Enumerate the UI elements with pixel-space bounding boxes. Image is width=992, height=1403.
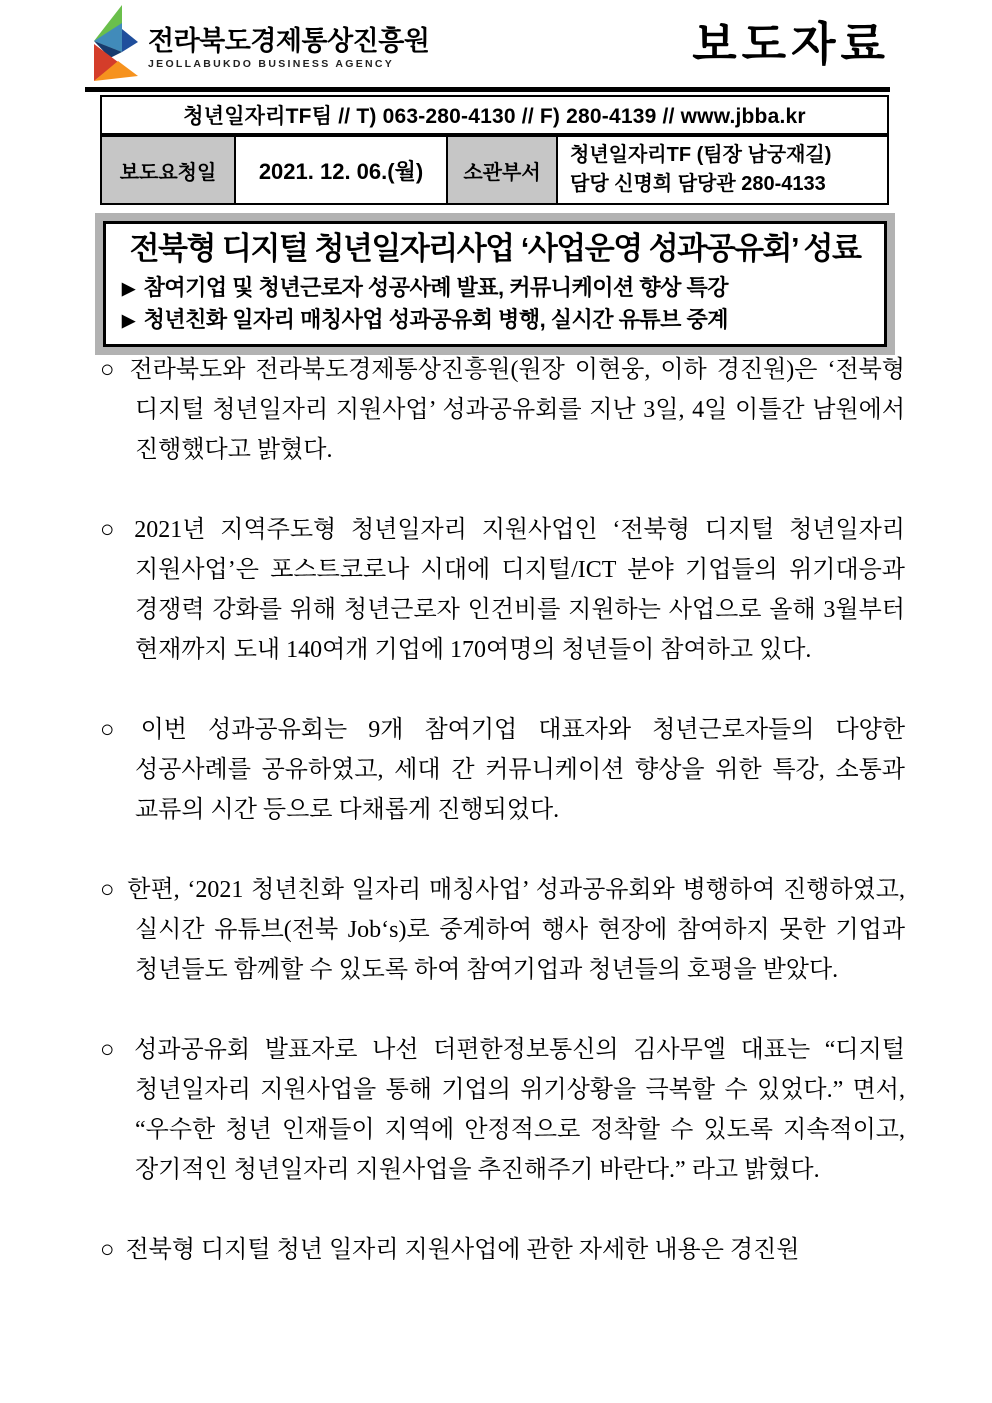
contact-info-bar [100, 95, 889, 135]
header-divider [85, 87, 890, 92]
headline-box [95, 213, 895, 355]
agency-logo-icon [88, 4, 142, 84]
circle-bullet-icon: ○ [100, 517, 124, 543]
agency-name-block [148, 4, 429, 71]
headline-title: 전북형 디지털 청년일자리사업 ‘사업운영 성과공유회’ 성료 [129, 231, 861, 266]
agency-brand [88, 4, 429, 84]
body-paragraph-3 [100, 710, 905, 830]
request-date-label: 보도요청일 [102, 137, 234, 203]
body-paragraph-5-text: 성과공유회 발표자로 나선 더편한정보통신의 김사무엘 대표는 “디지털 청년일자리 지원사업을 통해 기업의 위기상황을 극복할 수 있었다.” 면서, “우수한 청년 인재들이 지역에 안정적으로 정착할 수 있도록 지속적이고, 장기적인 청년일자리 지원사업을 추진해주기 바란다.” 라고 밝혔다. [134, 1037, 905, 1183]
headline-bullet-1-text: 참여기업 및 청년근로자 성공사례 발표, 커뮤니케이션 향상 특강 [143, 275, 729, 300]
department-line-2: 담당 신명희 담당관 280-4133 [570, 173, 826, 195]
triangle-bullet-icon: ▶ [122, 311, 135, 330]
department-line-1: 청년일자리TF (팀장 남궁재길) [570, 144, 832, 166]
press-info-table [100, 135, 889, 205]
body-paragraph-2 [100, 510, 905, 670]
circle-bullet-icon: ○ [100, 877, 117, 903]
agency-name-english: JEOLLABUKDO BUSINESS AGENCY [148, 58, 395, 70]
contact-info-text: 청년일자리TF팀 // T) 063-280-4130 // F) 280-4139 // www.jbba.kr [183, 105, 806, 128]
headline-box-inner [103, 221, 887, 347]
body-paragraph-1-text: 전라북도와 전라북도경제통상진흥원(원장 이현웅, 이하 경진원)은 ‘전북형 디지털 청년일자리 지원사업’ 성과공유회를 지난 3일, 4일 이틀간 남원에서 진행했다고 밝혔다. [129, 357, 905, 463]
body-paragraph-1 [100, 350, 905, 470]
circle-bullet-icon: ○ [100, 717, 130, 743]
body-paragraph-3-text: 이번 성과공유회는 9개 참여기업 대표자와 청년근로자들의 다양한 성공사례를 공유하였고, 세대 간 커뮤니케이션 향상을 위한 특강, 소통과 교류의 시간 등으로 다채롭게 진행되었다. [135, 717, 905, 823]
department-value [556, 137, 887, 203]
body-paragraph-2-text: 2021년 지역주도형 청년일자리 지원사업인 ‘전북형 디지털 청년일자리 지원사업’은 포스트코로나 시대에 디지털/ICT 분야 기업들의 위기대응과 경쟁력 강화를 위해 청년근로자 인건비를 지원하는 사업으로 올해 3월부터 현재까지 도내 140여개 기업에 170여명의 청년들이 참여하고 있다. [134, 517, 905, 663]
body-paragraph-6-text: 전북형 디지털 청년 일자리 지원사업에 관한 자세한 내용은 경진원 [125, 1237, 800, 1263]
body-paragraph-4-text: 한편, ‘2021 청년친화 일자리 매칭사업’ 성과공유회와 병행하여 진행하였고, 실시간 유튜브(전북 Job‘s)로 중계하여 행사 현장에 참여하지 못한 기업과 청년들도 함께할 수 있도록 하여 참여기업과 청년들의 호평을 받았다. [127, 877, 905, 983]
headline-bullet-2 [116, 304, 874, 336]
body-paragraph-6 [100, 1230, 905, 1270]
body-paragraph-4 [100, 870, 905, 990]
headline-bullet-1 [116, 272, 874, 304]
headline-bullet-2-text: 청년친화 일자리 매칭사업 성과공유회 병행, 실시간 유튜브 중계 [143, 307, 729, 332]
agency-name-korean: 전라북도경제통상진흥원 [148, 26, 430, 56]
circle-bullet-icon: ○ [100, 357, 119, 383]
body-paragraph-5 [100, 1030, 905, 1190]
headline-bullet-list [116, 272, 874, 336]
circle-bullet-icon: ○ [100, 1237, 115, 1263]
press-release-body [100, 350, 905, 1310]
circle-bullet-icon: ○ [100, 1037, 124, 1063]
document-type-title: 보도자료 [692, 18, 890, 70]
triangle-bullet-icon: ▶ [122, 279, 135, 298]
department-label: 소관부서 [446, 137, 556, 203]
request-date-value: 2021. 12. 06.(월) [234, 137, 446, 203]
